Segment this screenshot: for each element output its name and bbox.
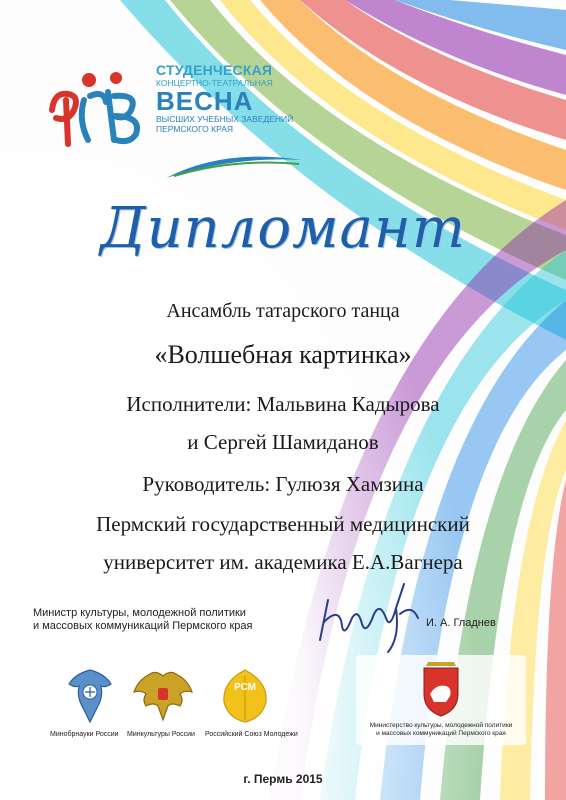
- minister-title-line-1: Министр культуры, молодежной политики: [33, 607, 246, 619]
- logo-line-5: ПЕРМСКОГО КРАЯ: [156, 124, 233, 134]
- director-line: Руководитель: Гулюзя Хамзина: [142, 472, 424, 496]
- city-year: г. Пермь 2015: [243, 772, 323, 786]
- ensemble-type: Ансамбль татарского танца: [166, 300, 400, 322]
- minister-title: [33, 607, 252, 633]
- logo-text: [156, 62, 306, 134]
- double-eagle-icon: [128, 666, 198, 726]
- signature-icon: [300, 578, 430, 658]
- rsv-mark-icon: [44, 70, 148, 150]
- perm-crest-icon: [406, 660, 476, 720]
- perm-ministry-caption: [360, 722, 522, 738]
- emblem-caption-2: Минкультуры России: [127, 731, 195, 738]
- ensemble-name: «Волшебная картинка»: [154, 340, 412, 369]
- logo-swoosh-icon: [164, 150, 304, 180]
- emblem-caption-1: Минобрнауки России: [50, 731, 119, 738]
- university-line-2: университет им. академика Е.А.Вагнера: [103, 550, 463, 574]
- rsm-leaf-icon: [210, 666, 280, 726]
- university-line-1: Пермский государственный медицинский: [96, 512, 470, 536]
- logo-line-3: ВЕСНА: [156, 86, 254, 116]
- perm-caption-line-2: и массовых коммуникаций Пермского края: [376, 730, 506, 737]
- minister-title-line-2: и массовых коммуникаций Пермского края: [33, 620, 253, 632]
- rsm-badge: РСМ: [234, 682, 256, 693]
- festival-logo: [44, 62, 294, 182]
- logo-line-1: СТУДЕНЧЕСКАЯ: [156, 62, 273, 78]
- signer-name: И. А. Гладнев: [426, 617, 496, 629]
- logo-line-4: ВЫСШИХ УЧЕБНЫХ ЗАВЕДЕНИЙ: [156, 114, 294, 124]
- perm-caption-line-1: Министерство культуры, молодежной политики: [369, 722, 513, 729]
- performers-line-2: и Сергей Шамиданов: [187, 430, 379, 454]
- eagle-shield-icon: [55, 666, 125, 726]
- diploma-title: Дипломант: [100, 196, 466, 261]
- logo-line-2: КОНЦЕРТНО-ТЕАТРАЛЬНАЯ: [156, 78, 273, 88]
- emblem-caption-3: Российский Союз Молодежи: [205, 731, 298, 738]
- performers-line: Исполнители: Мальвина Кадырова: [126, 392, 440, 416]
